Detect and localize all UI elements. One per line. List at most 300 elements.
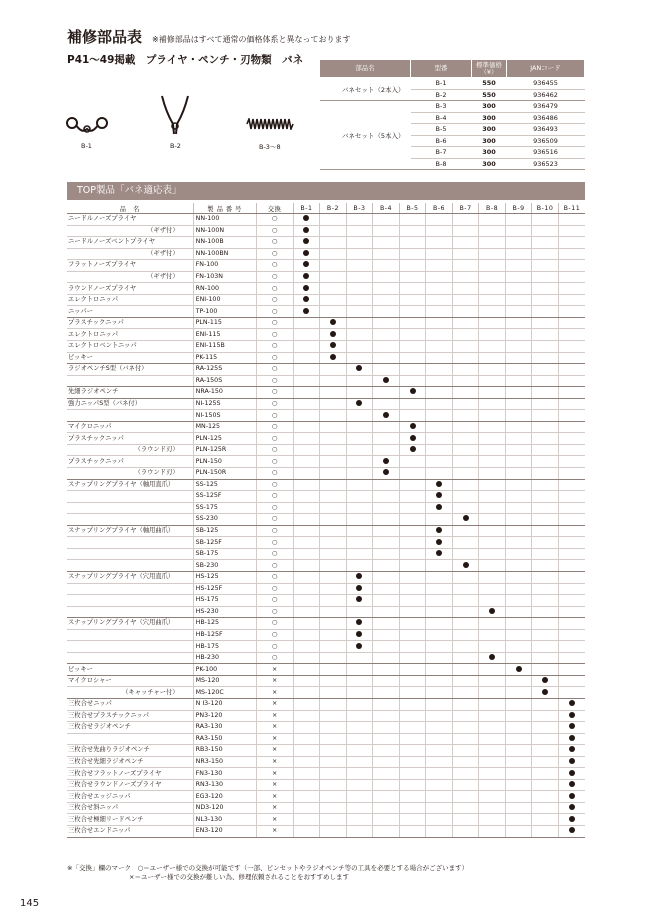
compat-cell-b8 [479, 491, 506, 503]
compat-dot-icon [569, 735, 575, 741]
compat-cell-b10 [532, 722, 559, 734]
compat-cell-b6 [426, 502, 453, 514]
compat-cell-b5 [399, 698, 426, 710]
compat-dot-icon [410, 423, 416, 429]
compat-cell-b9 [505, 733, 532, 745]
compat-cell-b6 [426, 444, 453, 456]
compat-cell-b2 [320, 779, 347, 791]
compat-cell-b8 [479, 410, 506, 422]
header-price: 標準価格 （¥） [472, 60, 507, 78]
compat-cell-b2 [320, 317, 347, 329]
product-code: HB-125 [193, 618, 256, 630]
compat-cell-b7 [452, 410, 479, 422]
compat-cell-b2 [320, 664, 347, 676]
product-name [67, 641, 193, 653]
compat-cell-b8 [479, 433, 506, 445]
compat-cell-b1 [293, 698, 320, 710]
compat-cell-b10 [532, 433, 559, 445]
compat-cell-b2 [320, 768, 347, 780]
compat-cell-b1 [293, 410, 320, 422]
compat-cell-b10 [532, 387, 559, 399]
compat-cell-b5 [399, 525, 426, 537]
page-title: 補修部品表 [67, 28, 143, 46]
compat-cell-b2 [320, 352, 347, 364]
compat-cell-b2 [320, 756, 347, 768]
compat-cell-b3 [346, 814, 373, 826]
exchange-mark: × [256, 687, 293, 699]
product-name: エレクトロニッパ [67, 294, 193, 306]
compat-cell-b1 [293, 433, 320, 445]
compat-cell-b4 [373, 214, 400, 226]
compat-cell-b10 [532, 214, 559, 226]
exchange-mark: ○ [256, 341, 293, 353]
compat-cell-b5 [399, 294, 426, 306]
compat-row [67, 825, 585, 837]
compat-cell-b7 [452, 664, 479, 676]
compat-cell-b9 [505, 745, 532, 757]
product-name: マイクロニッパ [67, 421, 193, 433]
compat-cell-b7 [452, 364, 479, 376]
compat-row [67, 456, 585, 468]
product-code: SS-175 [193, 502, 256, 514]
product-code: RB3-150 [193, 745, 256, 757]
product-code: RA3-130 [193, 722, 256, 734]
compat-cell-b5 [399, 629, 426, 641]
compat-dot-icon [383, 469, 389, 475]
compat-cell-b11 [558, 329, 585, 341]
compat-cell-b1 [293, 687, 320, 699]
compat-row [67, 606, 585, 618]
compat-cell-b5 [399, 548, 426, 560]
compat-cell-b4 [373, 294, 400, 306]
compat-cell-b1 [293, 260, 320, 272]
compat-cell-b6 [426, 583, 453, 595]
product-code: MS-120 [193, 675, 256, 687]
section-subtitle: P41〜49掲載 プライヤ・ペンチ・刃物類 バネ [67, 54, 304, 66]
product-code: EG3-120 [193, 791, 256, 803]
compat-cell-b11 [558, 514, 585, 526]
compat-cell-b4 [373, 525, 400, 537]
compat-cell-b8 [479, 398, 506, 410]
product-name: プラスチックニッパ [67, 456, 193, 468]
compat-cell-b1 [293, 421, 320, 433]
compat-cell-b11 [558, 468, 585, 480]
compat-cell-b11 [558, 779, 585, 791]
compat-cell-b2 [320, 502, 347, 514]
price-value: 300 [472, 135, 507, 147]
compat-cell-b3 [346, 664, 373, 676]
compat-dot-icon [330, 342, 336, 348]
compat-cell-b2 [320, 398, 347, 410]
compat-row [67, 433, 585, 445]
compat-dot-icon [489, 654, 495, 660]
product-name [67, 537, 193, 549]
compat-cell-b8 [479, 502, 506, 514]
compat-cell-b11 [558, 283, 585, 295]
compat-cell-b4 [373, 698, 400, 710]
compat-cell-b7 [452, 514, 479, 526]
compat-cell-b7 [452, 352, 479, 364]
price-model: B-2 [411, 89, 472, 101]
compat-cell-b3 [346, 375, 373, 387]
compat-dot-icon [330, 319, 336, 325]
compat-dot-icon [303, 296, 309, 302]
compat-cell-b11 [558, 618, 585, 630]
exchange-mark: ○ [256, 294, 293, 306]
compat-cell-b1 [293, 618, 320, 630]
product-code: HS-125 [193, 571, 256, 583]
compat-row [67, 502, 585, 514]
compat-row [67, 214, 585, 226]
compat-cell-b5 [399, 756, 426, 768]
compat-cell-b9 [505, 514, 532, 526]
compat-cell-b2 [320, 248, 347, 260]
compat-cell-b8 [479, 271, 506, 283]
compat-cell-b8 [479, 283, 506, 295]
compat-cell-b6 [426, 606, 453, 618]
compat-cell-b2 [320, 629, 347, 641]
compat-cell-b2 [320, 387, 347, 399]
compat-dot-icon [569, 758, 575, 764]
compat-cell-b6 [426, 468, 453, 480]
compat-row [67, 248, 585, 260]
product-code: PLN-125 [193, 433, 256, 445]
compat-cell-b11 [558, 641, 585, 653]
compat-dot-icon [330, 354, 336, 360]
compat-cell-b7 [452, 329, 479, 341]
compat-cell-b7 [452, 456, 479, 468]
compat-cell-b4 [373, 675, 400, 687]
spring-b2-illustration [158, 94, 192, 138]
product-code: SS-125 [193, 479, 256, 491]
product-name [67, 733, 193, 745]
compat-row [67, 237, 585, 249]
compat-cell-b11 [558, 225, 585, 237]
compat-cell-b9 [505, 491, 532, 503]
exchange-mark: × [256, 791, 293, 803]
compat-cell-b10 [532, 698, 559, 710]
compat-cell-b2 [320, 294, 347, 306]
compat-cell-b4 [373, 306, 400, 318]
compat-cell-b9 [505, 248, 532, 260]
exchange-mark: ○ [256, 641, 293, 653]
price-model: B-1 [411, 78, 472, 90]
compat-cell-b3 [346, 791, 373, 803]
compat-cell-b1 [293, 537, 320, 549]
compat-cell-b3 [346, 237, 373, 249]
compat-cell-b6 [426, 479, 453, 491]
compat-cell-b1 [293, 791, 320, 803]
compat-header-4: B-2 [320, 203, 347, 214]
compat-cell-b7 [452, 421, 479, 433]
compat-cell-b11 [558, 410, 585, 422]
exchange-mark: ○ [256, 537, 293, 549]
compat-cell-b3 [346, 294, 373, 306]
compat-cell-b6 [426, 248, 453, 260]
compat-cell-b6 [426, 571, 453, 583]
compat-cell-b6 [426, 306, 453, 318]
compat-cell-b4 [373, 687, 400, 699]
compat-cell-b3 [346, 479, 373, 491]
compat-cell-b11 [558, 652, 585, 664]
compat-cell-b10 [532, 548, 559, 560]
compat-cell-b5 [399, 791, 426, 803]
product-name: （ギザ付） [67, 271, 193, 283]
compat-cell-b1 [293, 583, 320, 595]
compat-dot-icon [489, 608, 495, 614]
compat-cell-b7 [452, 560, 479, 572]
compat-cell-b2 [320, 675, 347, 687]
compat-cell-b10 [532, 456, 559, 468]
product-code: ENI-100 [193, 294, 256, 306]
compat-cell-b7 [452, 768, 479, 780]
compat-cell-b5 [399, 364, 426, 376]
compat-cell-b10 [532, 675, 559, 687]
exchange-mark: ○ [256, 387, 293, 399]
compat-cell-b3 [346, 641, 373, 653]
compat-cell-b7 [452, 214, 479, 226]
compat-cell-b6 [426, 214, 453, 226]
compat-cell-b3 [346, 317, 373, 329]
compat-cell-b8 [479, 583, 506, 595]
compat-cell-b1 [293, 560, 320, 572]
compat-cell-b6 [426, 456, 453, 468]
compat-row [67, 410, 585, 422]
product-code: RN-100 [193, 283, 256, 295]
compat-cell-b10 [532, 756, 559, 768]
compat-cell-b9 [505, 825, 532, 837]
compat-cell-b4 [373, 756, 400, 768]
product-code: N I3-120 [193, 698, 256, 710]
compat-cell-b5 [399, 214, 426, 226]
compat-cell-b5 [399, 618, 426, 630]
compat-dot-icon [463, 562, 469, 568]
footnote-line2: ×＝ユーザー様での交換が難しい為、修理依頼されることをおすすめします [129, 873, 350, 881]
compat-cell-b4 [373, 225, 400, 237]
compat-cell-b10 [532, 306, 559, 318]
product-code: ENI-115B [193, 341, 256, 353]
compat-cell-b2 [320, 214, 347, 226]
compat-cell-b5 [399, 271, 426, 283]
compat-cell-b4 [373, 548, 400, 560]
compat-cell-b8 [479, 537, 506, 549]
compat-dot-icon [569, 723, 575, 729]
compat-cell-b8 [479, 791, 506, 803]
product-name: プラスチックニッパ [67, 317, 193, 329]
compat-cell-b6 [426, 814, 453, 826]
price-table-header [320, 60, 585, 78]
compat-cell-b1 [293, 444, 320, 456]
compat-cell-b8 [479, 595, 506, 607]
compat-cell-b5 [399, 398, 426, 410]
compat-dot-icon [436, 481, 442, 487]
product-name [67, 595, 193, 607]
compat-cell-b3 [346, 537, 373, 549]
product-name: 三枚合せ斜ニッパ [67, 802, 193, 814]
compat-cell-b11 [558, 710, 585, 722]
product-name [67, 410, 193, 422]
compat-cell-b2 [320, 364, 347, 376]
product-name: ラジオペンチS型（バネ付） [67, 364, 193, 376]
compat-cell-b3 [346, 606, 373, 618]
compat-cell-b4 [373, 456, 400, 468]
compat-cell-b7 [452, 225, 479, 237]
exchange-mark: ○ [256, 468, 293, 480]
compat-cell-b5 [399, 779, 426, 791]
compat-row [67, 341, 585, 353]
compat-cell-b7 [452, 468, 479, 480]
compat-cell-b2 [320, 710, 347, 722]
compat-cell-b4 [373, 722, 400, 734]
compat-cell-b6 [426, 722, 453, 734]
compat-header-11: B-9 [505, 203, 532, 214]
product-code: SS-125F [193, 491, 256, 503]
compat-row [67, 514, 585, 526]
compat-dot-icon [569, 816, 575, 822]
compat-cell-b2 [320, 745, 347, 757]
compat-cell-b6 [426, 329, 453, 341]
compat-cell-b6 [426, 825, 453, 837]
product-code: SS-230 [193, 514, 256, 526]
compat-cell-b3 [346, 248, 373, 260]
compat-header-6: B-4 [373, 203, 400, 214]
compat-cell-b6 [426, 629, 453, 641]
product-name: プラスチックニッパ [67, 433, 193, 445]
compat-dot-icon [303, 285, 309, 291]
compat-cell-b4 [373, 652, 400, 664]
compat-cell-b11 [558, 306, 585, 318]
compat-cell-b1 [293, 387, 320, 399]
compat-cell-b10 [532, 271, 559, 283]
product-code: MN-125 [193, 421, 256, 433]
compat-cell-b1 [293, 306, 320, 318]
compat-cell-b10 [532, 398, 559, 410]
compat-dot-icon [410, 435, 416, 441]
compat-cell-b9 [505, 606, 532, 618]
compat-dot-icon [356, 631, 362, 637]
compat-cell-b6 [426, 548, 453, 560]
compat-cell-b3 [346, 444, 373, 456]
compat-cell-b3 [346, 687, 373, 699]
compat-cell-b6 [426, 364, 453, 376]
compat-cell-b8 [479, 722, 506, 734]
compat-cell-b1 [293, 225, 320, 237]
compat-dot-icon [569, 746, 575, 752]
compat-cell-b3 [346, 756, 373, 768]
product-name: （ラウンド刃） [67, 468, 193, 480]
title-row [67, 26, 351, 47]
compat-header-0: 品 名 [67, 203, 193, 214]
compat-cell-b7 [452, 548, 479, 560]
compat-cell-b3 [346, 779, 373, 791]
compat-cell-b9 [505, 652, 532, 664]
label-b2: B-2 [170, 142, 181, 150]
compat-cell-b10 [532, 317, 559, 329]
compat-cell-b6 [426, 687, 453, 699]
compat-cell-b4 [373, 825, 400, 837]
compat-dot-icon [436, 492, 442, 498]
compat-cell-b7 [452, 791, 479, 803]
compat-cell-b3 [346, 652, 373, 664]
compat-cell-b2 [320, 456, 347, 468]
exchange-mark: × [256, 710, 293, 722]
product-name [67, 629, 193, 641]
compat-cell-b5 [399, 733, 426, 745]
exchange-mark: × [256, 802, 293, 814]
compat-cell-b11 [558, 537, 585, 549]
compat-cell-b2 [320, 444, 347, 456]
compat-dot-icon [303, 261, 309, 267]
exchange-mark: ○ [256, 491, 293, 503]
product-name: （ギザ付） [67, 248, 193, 260]
compat-cell-b1 [293, 456, 320, 468]
compat-cell-b9 [505, 352, 532, 364]
compat-cell-b6 [426, 491, 453, 503]
header-jan: JANコード [507, 60, 585, 78]
compat-cell-b5 [399, 237, 426, 249]
header-part-name: 部品名 [320, 60, 411, 78]
compat-cell-b3 [346, 618, 373, 630]
compat-row [67, 618, 585, 630]
compat-cell-b1 [293, 652, 320, 664]
compat-cell-b9 [505, 675, 532, 687]
compat-cell-b11 [558, 421, 585, 433]
compat-cell-b10 [532, 491, 559, 503]
product-name: フラットノーズプライヤ [67, 260, 193, 272]
compat-cell-b4 [373, 537, 400, 549]
compat-cell-b2 [320, 410, 347, 422]
product-name [67, 560, 193, 572]
exchange-mark: ○ [256, 652, 293, 664]
compat-cell-b5 [399, 225, 426, 237]
compat-cell-b6 [426, 352, 453, 364]
compat-cell-b11 [558, 294, 585, 306]
compat-cell-b9 [505, 595, 532, 607]
exchange-mark: ○ [256, 375, 293, 387]
product-code: TP-100 [193, 306, 256, 318]
compat-cell-b8 [479, 571, 506, 583]
compat-cell-b8 [479, 733, 506, 745]
compat-cell-b4 [373, 283, 400, 295]
spring-b3-8-illustration [246, 118, 294, 130]
compat-cell-b7 [452, 491, 479, 503]
exchange-mark: ○ [256, 571, 293, 583]
compat-dot-icon [436, 504, 442, 510]
compat-cell-b10 [532, 595, 559, 607]
compat-cell-b1 [293, 468, 320, 480]
compat-cell-b7 [452, 652, 479, 664]
compat-dot-icon [356, 619, 362, 625]
exchange-mark: ○ [256, 502, 293, 514]
compat-cell-b9 [505, 398, 532, 410]
compat-cell-b8 [479, 514, 506, 526]
exchange-mark: ○ [256, 525, 293, 537]
compat-cell-b11 [558, 260, 585, 272]
product-code: NI-150S [193, 410, 256, 422]
compat-cell-b7 [452, 722, 479, 734]
product-code: PLN-115 [193, 317, 256, 329]
compat-row [67, 525, 585, 537]
compat-row [67, 583, 585, 595]
compat-cell-b6 [426, 271, 453, 283]
compat-cell-b3 [346, 629, 373, 641]
compat-cell-b5 [399, 652, 426, 664]
compat-cell-b1 [293, 768, 320, 780]
compat-cell-b9 [505, 260, 532, 272]
compat-cell-b3 [346, 433, 373, 445]
compat-cell-b3 [346, 698, 373, 710]
compat-dot-icon [383, 412, 389, 418]
